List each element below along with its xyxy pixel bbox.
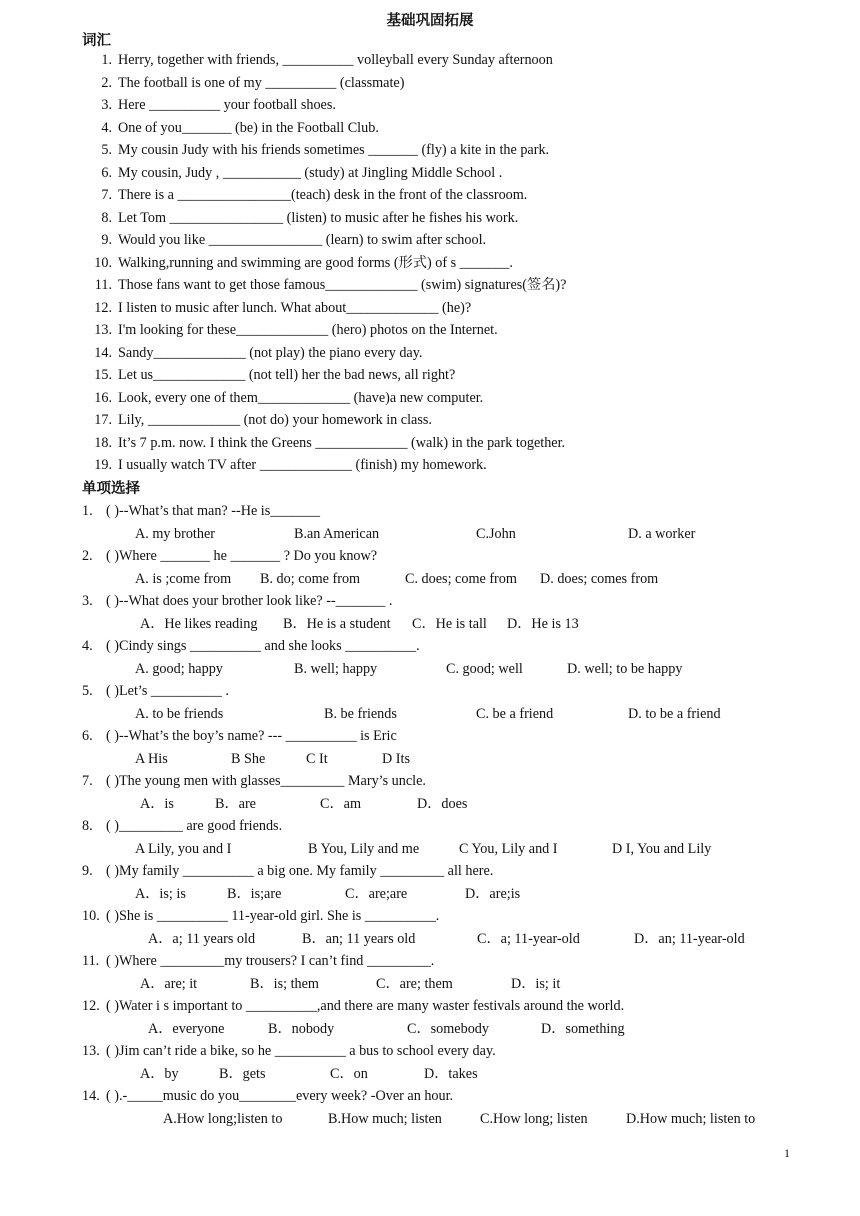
option: A．is; is (135, 885, 186, 902)
question-number: 13. (82, 1043, 100, 1059)
item-number: 14. (94, 344, 112, 361)
item-text: Let us_____________ (not tell) her the bad news, all right? (118, 367, 456, 383)
option: B．is;are (227, 885, 282, 902)
option: C. does; come from (405, 570, 517, 587)
mc-question (82, 995, 820, 1018)
option: D Its (382, 750, 410, 767)
option: D. to be a friend (628, 705, 721, 722)
option: C．a; 11-year-old (477, 930, 580, 947)
item-number: 10. (94, 254, 112, 271)
options-row (82, 748, 820, 771)
vocab-item (82, 252, 820, 275)
mc-question (82, 680, 820, 703)
question-number: 3. (82, 593, 93, 609)
vocab-item (82, 387, 820, 410)
vocab-item (82, 117, 820, 140)
vocab-item (82, 184, 820, 207)
mc-question (82, 1040, 820, 1063)
mc-question (82, 905, 820, 928)
vocab-item (82, 319, 820, 342)
options-row (82, 883, 820, 906)
item-number: 19. (94, 457, 112, 473)
vocab-item (82, 274, 820, 297)
option: C.How long; listen (480, 1110, 588, 1127)
question-number: 14. (82, 1088, 100, 1104)
option: C. be a friend (476, 705, 554, 722)
mc-question (82, 545, 820, 568)
mc-question (82, 860, 820, 883)
item-number: 13. (94, 322, 112, 338)
option: A. good; happy (135, 660, 223, 677)
option: A．a; 11 years old (148, 930, 256, 947)
option: C．He is tall (412, 615, 487, 632)
question-text: ( )She is __________ 11-year-old girl. She is __________. (106, 908, 440, 924)
item-number: 7. (101, 187, 112, 203)
option: A.How long;listen to (163, 1110, 283, 1127)
option: B．nobody (268, 1020, 335, 1037)
option: D．are;is (465, 885, 521, 902)
question-number: 4. (82, 638, 93, 654)
question-text: ( )Jim can’t ride a bike, so he __________ a bus to school every day. (106, 1043, 496, 1059)
vocab-item (82, 94, 820, 117)
option: C．are;are (345, 885, 408, 902)
option: D．an; 11-year-old (634, 930, 745, 947)
mc-question (82, 635, 820, 658)
question-text: ( ).-_____music do you________every week? -Over an hour. (106, 1088, 454, 1104)
item-text: I listen to music after lunch. What about_____________ (he)? (118, 299, 472, 316)
vocab-heading: 词汇 (82, 33, 111, 49)
question-text: ( )Where _______ he _______ ? Do you know? (106, 548, 378, 564)
item-text: I usually watch TV after _____________ (finish) my homework. (118, 457, 487, 473)
option: D．takes (424, 1065, 478, 1082)
option: A．by (140, 1065, 179, 1082)
vocab-item (82, 139, 820, 162)
option: A．He likes reading (140, 615, 258, 632)
question-number: 7. (82, 773, 93, 789)
option: B You, Lily and me (308, 840, 420, 857)
question-text: ( )Water i s important to __________,and there are many waster festivals around the world. (106, 998, 625, 1014)
option: B．is; them (250, 975, 319, 992)
item-text: My cousin Judy with his friends sometimes _______ (fly) a kite in the park. (118, 142, 550, 158)
item-number: 12. (94, 299, 112, 316)
options-row (82, 568, 820, 591)
option: C.John (476, 525, 516, 542)
options-row (82, 973, 820, 996)
mc-question (82, 500, 820, 523)
options-row (82, 523, 820, 546)
option: B. be friends (324, 705, 397, 722)
option: D. a worker (628, 525, 696, 542)
vocab-item (82, 297, 820, 320)
vocab-item (82, 162, 820, 185)
item-text: There is a ________________(teach) desk in the front of the classroom. (118, 187, 528, 203)
item-number: 1. (101, 52, 112, 68)
option: C．am (320, 795, 361, 812)
item-number: 2. (101, 74, 112, 91)
item-text: It’s 7 p.m. now. I think the Greens _____________ (walk) in the park together. (118, 434, 566, 451)
question-text: ( )--What’s that man? --He is_______ (106, 503, 320, 519)
question-number: 9. (82, 863, 93, 879)
vocab-item (82, 454, 820, 477)
option: C．are; them (376, 975, 453, 992)
item-number: 17. (94, 412, 112, 428)
item-text: Walking,running and swimming are good forms (形式) of s _______. (118, 254, 513, 271)
item-text: Lily, _____________ (not do) your homework in class. (118, 412, 432, 428)
vocab-item (82, 409, 820, 432)
item-text: Here __________ your football shoes. (118, 97, 336, 113)
options-row (82, 928, 820, 951)
option: D．He is 13 (507, 615, 579, 632)
option: D．does (417, 795, 468, 812)
question-text: ( )--What’s the boy’s name? --- __________ is Eric (106, 728, 397, 744)
question-text: ( )Let’s __________ . (106, 683, 229, 699)
item-text: Look, every one of them_____________ (have)a new computer. (118, 389, 484, 406)
question-text: ( )Cindy sings __________ and she looks __________. (106, 638, 420, 654)
vocab-item (82, 49, 820, 72)
item-number: 4. (101, 119, 112, 136)
mc-question (82, 1085, 820, 1108)
item-text: I'm looking for these_____________ (hero) photos on the Internet. (118, 322, 498, 338)
options-row (82, 1063, 820, 1086)
item-number: 15. (94, 367, 112, 383)
option: B．gets (219, 1065, 266, 1082)
mc-question (82, 725, 820, 748)
mc-question (82, 770, 820, 793)
option: C You, Lily and I (459, 840, 558, 857)
option: A．everyone (148, 1020, 225, 1037)
options-row (82, 838, 820, 861)
page-number: 1 (784, 1146, 790, 1160)
options-row (82, 793, 820, 816)
item-text: My cousin, Judy , ___________ (study) at Jingling Middle School . (118, 164, 503, 181)
item-text: Herry, together with friends, __________ volleyball every Sunday afternoon (118, 52, 553, 68)
options-row (82, 703, 820, 726)
option: D. well; to be happy (567, 660, 683, 677)
options-row (82, 613, 820, 636)
item-number: 5. (101, 142, 112, 158)
mc-heading: 单项选择 (82, 481, 140, 497)
question-text: ( )--What does your brother look like? --_______ . (106, 593, 393, 609)
option: B．are (215, 795, 256, 812)
option: B.How much; listen (328, 1110, 442, 1127)
options-row (82, 658, 820, 681)
vocab-item (82, 207, 820, 230)
question-number: 6. (82, 728, 93, 744)
option: B She (231, 750, 266, 767)
item-number: 9. (101, 232, 112, 248)
vocab-item (82, 342, 820, 365)
question-text: ( )_________ are good friends. (106, 818, 283, 834)
question-number: 5. (82, 683, 93, 699)
question-number: 1. (82, 503, 93, 519)
option: B．an; 11 years old (302, 930, 416, 947)
question-text: ( )Where _________my trousers? I can’t find _________. (106, 953, 435, 969)
mc-question (82, 950, 820, 973)
page-title: 基础巩固拓展 (386, 13, 474, 29)
item-number: 6. (101, 164, 112, 181)
option: D. does; comes from (540, 570, 659, 587)
item-text: Would you like ________________ (learn) to swim after school. (118, 232, 487, 248)
item-text: The football is one of my __________ (classmate) (118, 74, 405, 91)
item-number: 16. (94, 389, 112, 406)
option: D I, You and Lily (612, 840, 712, 857)
vocab-item (82, 364, 820, 387)
mc-question (82, 590, 820, 613)
item-text: One of you_______ (be) in the Football Club. (118, 119, 379, 136)
vocab-item (82, 229, 820, 252)
item-text: Let Tom ________________ (listen) to music after he fishes his work. (118, 209, 519, 226)
option: A．are; it (140, 975, 198, 992)
question-number: 8. (82, 818, 93, 834)
options-row (82, 1018, 820, 1041)
option: C．on (330, 1065, 368, 1082)
option: B.an American (294, 525, 380, 542)
mc-list (82, 500, 820, 1130)
option: A. my brother (135, 525, 215, 542)
option: A. is ;come from (135, 570, 232, 587)
option: D．is; it (511, 975, 561, 992)
item-number: 3. (101, 97, 112, 113)
options-row (82, 1108, 820, 1131)
option: C It (306, 750, 328, 767)
item-number: 11. (94, 277, 112, 293)
question-text: ( )My family __________ a big one. My family _________ all here. (106, 863, 494, 879)
option: B. do; come from (260, 570, 361, 587)
question-number: 2. (82, 548, 93, 564)
item-text: Those fans want to get those famous_____________ (swim) signatures(签名)? (118, 277, 567, 293)
option: D．something (541, 1020, 625, 1037)
vocab-item (82, 72, 820, 95)
item-number: 18. (94, 434, 112, 451)
option: A Lily, you and I (135, 840, 232, 857)
option: B．He is a student (283, 615, 391, 632)
option: B. well; happy (294, 660, 378, 677)
mc-question (82, 815, 820, 838)
vocab-item (82, 432, 820, 455)
option: C．somebody (407, 1020, 489, 1037)
option: C. good; well (446, 660, 523, 677)
question-number: 12. (82, 998, 100, 1014)
question-text: ( )The young men with glasses_________ Mary’s uncle. (106, 773, 426, 789)
item-number: 8. (101, 209, 112, 226)
option: A. to be friends (135, 705, 224, 722)
question-number: 10. (82, 908, 100, 924)
question-number: 11. (82, 953, 100, 969)
option: A．is (140, 795, 174, 812)
option: D.How much; listen to (626, 1110, 756, 1127)
vocab-list (82, 49, 820, 477)
option: A His (135, 750, 168, 767)
item-text: Sandy_____________ (not play) the piano every day. (118, 344, 423, 361)
